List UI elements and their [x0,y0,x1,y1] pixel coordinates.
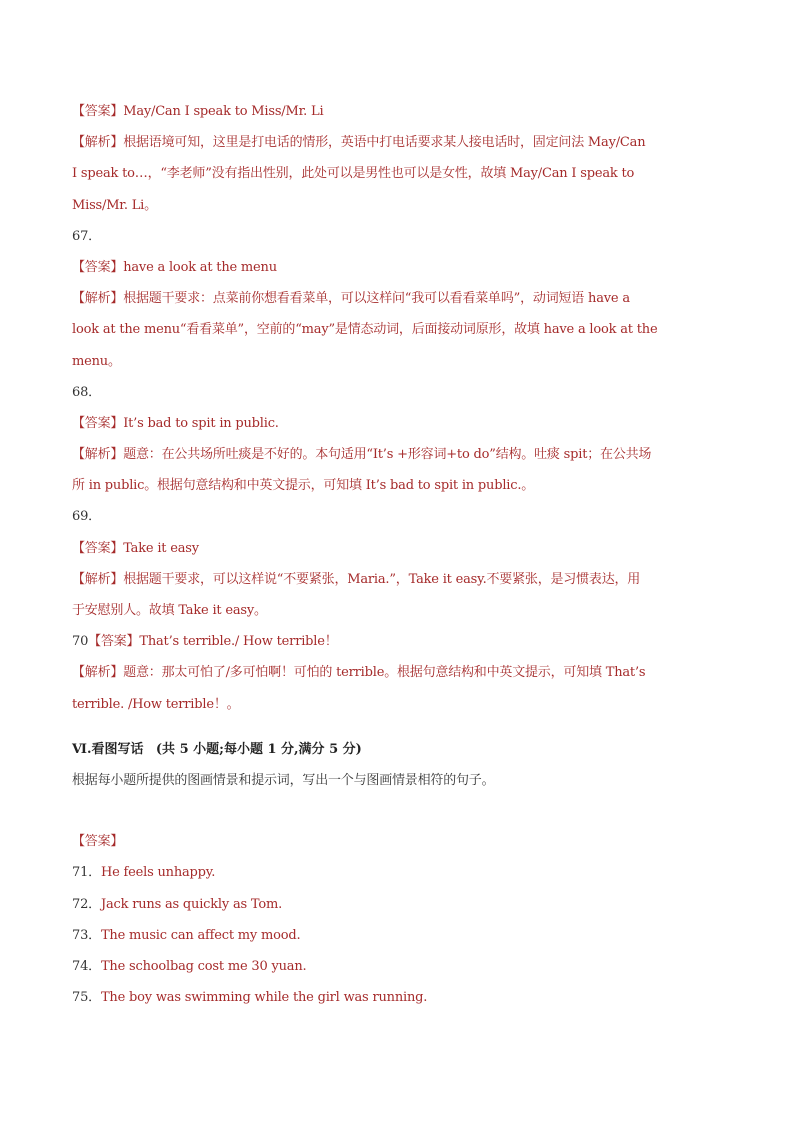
section-answers [72,826,684,1013]
answer-text: May/Can I speak to Miss/Mr. Li [123,104,324,119]
answer-text: Jack runs as quickly as Tom. [100,896,283,912]
question-number: 69． [72,509,101,525]
answer-label: 【答案】 [72,415,124,431]
answer-label: 【答案】 [88,634,140,650]
analysis-text: 根据语境可知，这里是打电话的情形，英语中打电话要求某人接电话时，固定问法 May/Can [123,135,646,151]
answer-number: 74． [72,958,101,974]
section-meta: (共 5 小题;每小题 1 分,满分 5 分) [155,741,362,757]
analysis-text: 题意：在公共场所吐痰是不好的。本句适用“It’s +形容词+to do”结构。吐痰 spit；在公共场 [123,447,652,463]
question-number: 70 [72,634,89,650]
answer-text: He feels unhappy. [100,865,216,881]
analysis-line: I speak to…，“李老师”没有指出性别，此处可以是男性也可以是女性，故填 May/Can I speak to [72,166,635,182]
answer-item-67 [72,221,684,377]
answer-number: 71． [72,865,101,881]
question-number: 68． [72,384,101,400]
analysis-line [72,127,684,158]
analysis-line: 所 in public。根据句意结构和中英文提示，可知填 It’s bad to spit in public.。 [72,478,535,494]
section-title: Ⅵ.看图写话 [72,741,144,757]
analysis-line [72,283,684,314]
analysis-line [72,657,684,688]
analysis-label: 【解析】 [72,571,124,587]
answer-number: 73． [72,927,101,943]
answer-line [72,408,684,439]
answer-number: 72． [72,896,101,912]
analysis-line: look at the menu“看看菜单”，空前的“may”是情态动词，后面接动词原形，故填 have a look at the [72,322,658,338]
analysis-text: 题意：那太可怕了/多可怕啊！可怕的 terrible。根据句意结构和中英文提示，可知填 That’s [123,665,646,681]
spacer [72,796,684,826]
answer-item-69 [72,501,684,626]
answer-label: 【答案】 [72,259,124,275]
answer-item-66 [72,96,684,221]
analysis-label: 【解析】 [72,665,124,681]
question-number: 67． [72,228,101,244]
answer-text: Take it easy [123,540,199,556]
analysis-label: 【解析】 [72,447,124,463]
analysis-line [72,439,684,470]
answer-row [72,982,684,1013]
answer-row [72,857,684,888]
answer-label: 【答案】 [72,104,124,119]
answer-item-68 [72,377,684,502]
answer-text: That’s terrible./ How terrible！ [139,634,338,650]
analysis-text: 根据题干要求：点菜前你想看看菜单，可以这样问“我可以看看菜单吗”，动词短语 have a [123,291,630,307]
answer-label: 【答案】 [72,540,124,556]
analysis-line: 于安慰别人。故填 Take it easy。 [72,603,267,618]
answer-row [72,889,684,920]
answer-row [72,920,684,951]
answer-text: have a look at the menu [123,259,277,275]
answer-row [72,951,684,982]
answer-text: The schoolbag cost me 30 yuan. [100,958,307,974]
analysis-line [72,564,684,595]
answer-line [72,533,684,564]
answer-item-70 [72,626,684,720]
section-heading [72,734,684,765]
analysis-label: 【解析】 [72,135,124,151]
answer-line [72,96,684,127]
answer-label: 【答案】 [72,834,124,850]
section-instruction: 根据每小题所提供的图画情景和提示词，写出一个与图画情景相符的句子。 [72,772,495,788]
answer-line [72,252,684,283]
answer-text: The music can affect my mood. [100,927,301,943]
analysis-text: 根据题干要求，可以这样说“不要紧张，Maria.”，Take it easy.不要紧张，是习惯表达，用 [123,571,641,587]
analysis-label: 【解析】 [72,291,124,307]
analysis-line: Miss/Mr. Li。 [72,197,157,213]
document-page [72,96,684,1013]
answer-line [72,626,684,657]
answer-text: It’s bad to spit in public. [123,415,279,431]
analysis-line: menu。 [72,353,121,369]
answer-text: The boy was swimming while the girl was running. [100,990,428,1006]
analysis-line: terrible. /How terrible！。 [72,696,240,712]
answer-number: 75． [72,990,101,1006]
